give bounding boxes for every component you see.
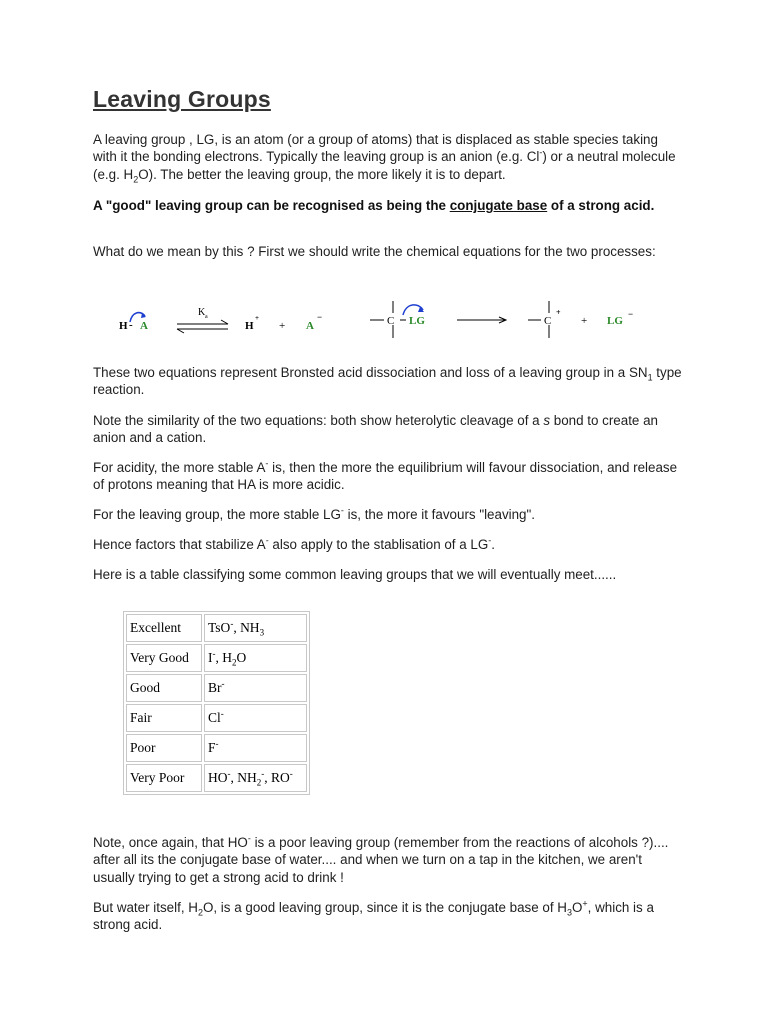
- text: , which is a strong acid.: [93, 900, 654, 933]
- subscript: 2: [133, 174, 139, 185]
- table-row: [126, 674, 307, 702]
- reaction-equations: [118, 298, 658, 348]
- table-row: [126, 644, 307, 672]
- svg-text:-: -: [129, 319, 133, 331]
- intro-text-3: O). The better the leaving group, the more likely it is to depart.: [138, 166, 506, 182]
- intro-text-2: ) or a neutral molecule (e.g. H: [93, 149, 676, 182]
- ka-subscript: a: [205, 314, 208, 320]
- superscript: -: [265, 535, 269, 546]
- eq-charge-minus-1: −: [317, 312, 323, 322]
- eq-charge-minus-2: −: [628, 309, 634, 319]
- text: is, then the more the equilibrium will favour dissociation, and release of protons meaning that HA is more acidic.: [93, 460, 678, 493]
- text: type reaction.: [93, 365, 682, 398]
- leaving-group-paragraph: [93, 506, 683, 523]
- text: For acidity, the more stable A: [93, 460, 266, 475]
- group-examples: Cl-: [204, 704, 307, 732]
- text: For the leaving group, the more stable LG: [93, 507, 341, 522]
- page-title: Leaving Groups: [93, 86, 271, 112]
- bold-text-post: of a strong acid.: [547, 198, 655, 213]
- table-row: [126, 764, 307, 792]
- ka-label: K: [198, 307, 206, 318]
- eq-a-anion: A: [306, 320, 314, 332]
- sigma-symbol: s: [543, 413, 551, 428]
- text: Note, once again, that HO: [93, 835, 248, 850]
- eq-h: H: [119, 320, 128, 332]
- conjugate-base-link[interactable]: conjugate base: [449, 198, 548, 213]
- text: is, the more it favours "leaving".: [343, 507, 535, 522]
- superscript: -: [488, 535, 492, 546]
- table-row: [126, 704, 307, 732]
- group-rating: Fair: [126, 704, 202, 732]
- eq-plus-2: +: [581, 315, 588, 327]
- group-rating: Very Good: [126, 644, 202, 672]
- text: .: [491, 537, 496, 552]
- leaving-groups-table: [123, 611, 310, 795]
- bold-text-pre: A "good" leaving group can be recognised as being the: [93, 198, 450, 213]
- group-rating: Poor: [126, 734, 202, 762]
- acidity-paragraph: [93, 459, 683, 494]
- text: These two equations represent Bronsted acid dissociation and loss of a leaving group in a SN: [93, 365, 648, 380]
- eq-h-plus: H: [245, 320, 254, 332]
- text: is a poor leaving group (remember from the reactions of alcohols ?).... after all its the conjugate base of water.... and when we turn on a tap in the kitchen, we aren't usually trying to get a strong acid to drink !: [93, 835, 669, 885]
- group-examples: I-, $H_2O$: [204, 644, 307, 672]
- note-paragraph: [93, 834, 683, 886]
- group-rating: Good: [126, 674, 202, 702]
- group-examples: HO-, $NH_2^-$, RO-: [204, 764, 307, 792]
- bold-statement: [93, 197, 683, 214]
- intro-text-1: A leaving group , LG, is an atom (or a group of atoms) that is displaced as stable species taking with it the bonding electrons. Typically the leaving group is an anion (e.g. Cl: [93, 132, 658, 165]
- eq-plus-1: +: [279, 320, 286, 332]
- text: O: [571, 900, 583, 915]
- eq-lg-green: LG: [409, 315, 425, 327]
- intro-paragraph: [93, 131, 683, 183]
- subscript: 2: [197, 907, 203, 918]
- subscript: 1: [647, 372, 653, 383]
- group-rating: Excellent: [126, 614, 202, 642]
- represent-paragraph: [93, 364, 683, 399]
- superscript: -: [539, 147, 543, 158]
- eq-lg-anion: LG: [607, 315, 623, 327]
- text: bond to create an anion and a cation.: [93, 413, 658, 446]
- text: Hence factors that stabilize A: [93, 537, 266, 552]
- eq-charge-plus-2: +: [556, 308, 561, 317]
- group-rating: Very Poor: [126, 764, 202, 792]
- eq-a-green: A: [140, 320, 148, 332]
- group-examples: TsO-, $NH_3$: [204, 614, 307, 642]
- superscript: -: [247, 833, 251, 844]
- text: also apply to the stablisation of a LG: [268, 537, 489, 552]
- superscript: -: [340, 505, 344, 516]
- superscript: -: [265, 458, 269, 469]
- eq-carbon-1: C: [387, 315, 395, 327]
- water-paragraph: [93, 899, 683, 934]
- subscript: 3: [566, 907, 572, 918]
- text: Note the similarity of the two equations: both show heterolytic cleavage of a: [93, 413, 544, 428]
- text: But water itself, H: [93, 900, 198, 915]
- eq-carbon-2: C: [544, 315, 552, 327]
- hence-paragraph: [93, 536, 683, 553]
- similarity-paragraph: [93, 412, 683, 447]
- text: O, is a good leaving group, since it is the conjugate base of H: [202, 900, 567, 915]
- group-examples: F-: [204, 734, 307, 762]
- table-row: [126, 734, 307, 762]
- table-row: [126, 614, 307, 642]
- table-body: [126, 614, 307, 792]
- group-examples: Br-: [204, 674, 307, 702]
- eq-charge-plus: +: [255, 314, 259, 322]
- superscript: +: [582, 898, 588, 909]
- table-intro-paragraph: Here is a table classifying some common leaving groups that we will eventually meet......: [93, 567, 617, 582]
- question-paragraph: What do we mean by this ? First we should write the chemical equations for the two processes:: [93, 244, 656, 259]
